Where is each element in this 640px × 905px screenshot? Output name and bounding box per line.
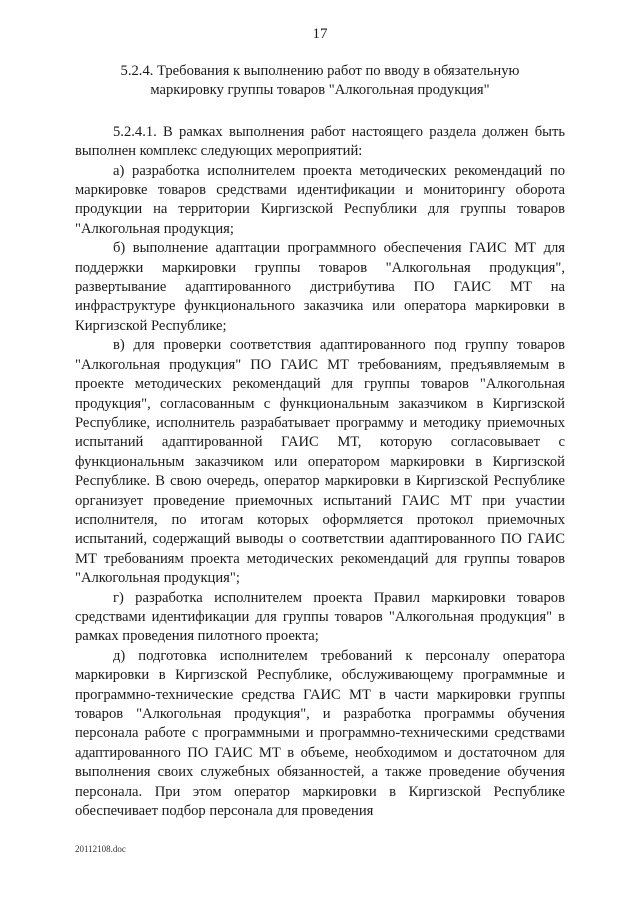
page-number: 17	[312, 26, 328, 42]
paragraph-item-v: в) для проверки соответствия адаптированного под группу товаров "Алкогольная продукция" ПО ГАИС МТ требованиям, предъявляемым в проекте методических рекомендаций для группы товаров "Алкогольная продукция", согласованным с функциональным заказчиком в Киргизской Республике, исполнитель разрабатывает программу и методику приемочных испытаний адаптированной ГАИС МТ, которую согласовывает с функциональным заказчиком или оператором маркировки в Киргизской Республике. В свою очередь, оператор маркировки в Киргизской Республике организует проведение приемочных испытаний ГАИС МТ при участии исполнителя, по итогам которых оформляется протокол приемочных испытаний, содержащий выводы о соответствии адаптированного ПО ГАИС МТ требованиям проекта методических рекомендаций для группы товаров "Алкогольная продукция";	[75, 337, 565, 587]
document-body	[75, 62, 565, 821]
paragraph-item-g: г) разработка исполнителем проекта Правил маркировки товаров средствами идентификации для группы товаров "Алкогольная продукция" в рамках проведения пилотного проекта;	[75, 589, 565, 645]
paragraph-intro: 5.2.4.1. В рамках выполнения работ настоящего раздела должен быть выполнен комплекс следующих мероприятий:	[75, 123, 565, 160]
paragraph-item-a: а) разработка исполнителем проекта методических рекомендаций по маркировке товаров средствами идентификации и мониторингу оборота продукции на территории Киргизской Республики для группы товаров "Алкогольная продукция;	[75, 162, 565, 237]
section-heading-line-2: маркировку группы товаров "Алкогольная продукция"	[150, 82, 490, 99]
file-name-footer: 20112108.doc	[75, 844, 126, 854]
section-heading-line-1: 5.2.4. Требования к выполнению работ по вводу в обязательную	[120, 63, 520, 79]
paragraph-item-d: д) подготовка исполнителем требований к персоналу оператора маркировки в Киргизской Республике, обслуживающему программные и программно-технические средства ГАИС МТ в части маркировки группы товаров "Алкогольная продукция", и разработка программы обучения персонала работе с программными и программно-техническими средствами адаптированного ПО ГАИС МТ в объеме, необходимом и достаточном для выполнения своих служебных обязанностей, а также проведение обучения персонала. При этом оператор маркировки в Киргизской Республике обеспечивает подбор персонала для проведения	[75, 647, 565, 820]
section-heading	[75, 62, 565, 101]
paragraph-item-b: б) выполнение адаптации программного обеспечения ГАИС МТ для поддержки маркировки группы товаров "Алкогольная продукция", развертывание адаптированного дистрибутива ПО ГАИС МТ на инфраструктуре функционального заказчика или оператора маркировки в Киргизской Республике;	[75, 240, 565, 334]
